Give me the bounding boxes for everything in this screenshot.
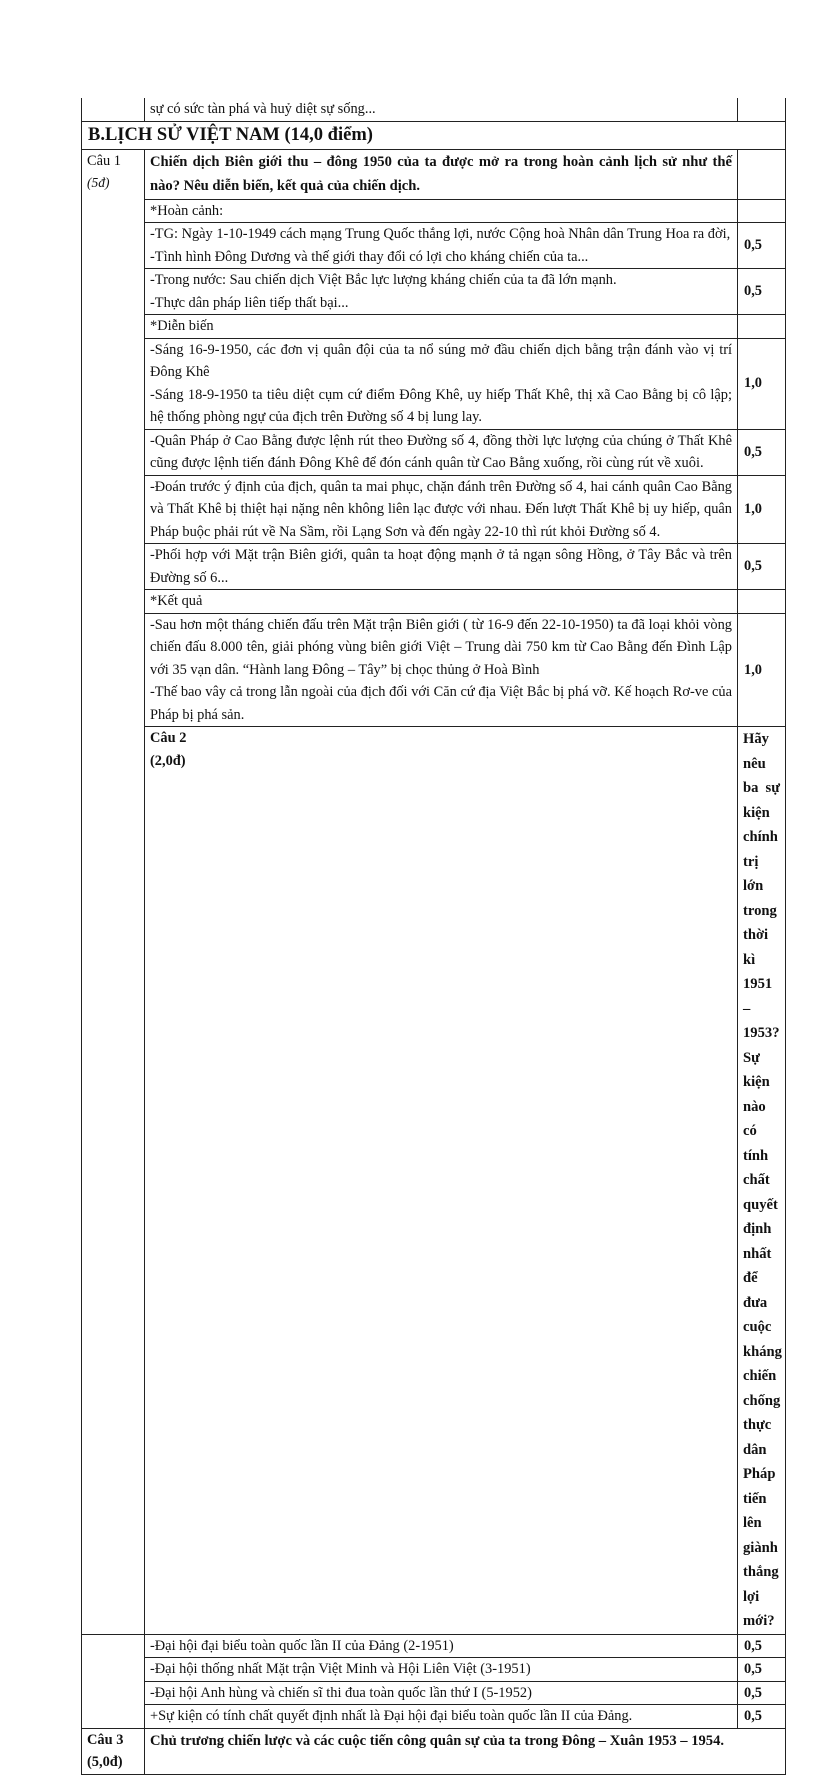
- question-number: Câu 2: [150, 730, 187, 746]
- subheading-dien-bien: *Diễn biến: [145, 315, 738, 339]
- table-row: [82, 475, 786, 544]
- answer-text: -Quân Pháp ở Cao Bằng được lệnh rút theo Đường số 4, đồng thời lực lượng của chúng ở Thất Khê cũng được lệnh tiến đánh Đông Khê để đón cánh quân từ Cao Bằng xuống, rồi cùng rút về xuôi.: [145, 429, 738, 475]
- answer-key-page: [81, 98, 785, 1775]
- table-row: [82, 315, 786, 339]
- question-points: (5,0đ): [87, 1754, 123, 1770]
- answer-text: -Đại hội đại biểu toàn quốc lần II của Đảng (2-1951): [145, 1634, 738, 1658]
- answer-line: -Trong nước: Sau chiến dịch Việt Bắc lực lượng kháng chiến của ta đã lớn mạnh.: [150, 272, 617, 288]
- table-row: [82, 590, 786, 614]
- question-label-cau3: [82, 1728, 145, 1774]
- score-value: 0,5: [738, 1681, 786, 1705]
- question-points: (5đ): [87, 175, 110, 190]
- table-row: [82, 1634, 786, 1658]
- answer-text: -Đoán trước ý định của địch, quân ta mai phục, chặn đánh trên Đường số 4, hai cánh quân Cao Bằng và Thất Khê bị thiệt hại nặng nên không liên lạc được với nhau. Đến lượt Thất Khê bị uy hiếp, quân Pháp buộc phải rút về Na Sầm, rồi Lạng Sơn và đến ngày 22-10 thì rút khỏi Đường số 4.: [145, 475, 738, 544]
- question-label-cau2: [145, 727, 738, 1635]
- score-value: 0,5: [738, 269, 786, 315]
- question-text: Hãy nêu ba sự kiện chính trị lớn trong thời kì 1951 – 1953? Sự kiện nào có tính chất quyết định nhất để đưa cuộc kháng chiến chống thực dân Pháp tiến lên giành thắng lợi mới?: [738, 727, 786, 1635]
- question-text: Chủ trương chiến lược và các cuộc tiến công quân sự của ta trong Đông – Xuân 1953 – 1954.: [145, 1728, 786, 1774]
- score-value: 0,5: [738, 1705, 786, 1729]
- answer-line: -Tình hình Đông Dương và thế giới thay đổi có lợi cho kháng chiến của ta...: [150, 248, 589, 265]
- table-row: [82, 613, 786, 727]
- continuation-text: sự có sức tàn phá và huỷ diệt sự sống...: [145, 98, 738, 121]
- score-value: 0,5: [738, 1658, 786, 1682]
- question-number: Câu 3: [87, 1731, 124, 1748]
- table-row: [82, 727, 786, 1635]
- score-value: 0,5: [738, 544, 786, 590]
- table-row: [82, 338, 786, 429]
- table-row: [82, 269, 786, 315]
- question-number: Câu 1: [87, 152, 121, 169]
- table-row: [82, 429, 786, 475]
- table-row: [82, 149, 786, 199]
- answer-line: -Thực dân pháp liên tiếp thất bại...: [150, 294, 349, 311]
- table-row: [82, 121, 786, 149]
- question-text: Chiến dịch Biên giới thu – đông 1950 của ta được mở ra trong hoàn cảnh lịch sử như thế nào? Nêu diễn biến, kết quả của chiến dịch.: [145, 149, 738, 199]
- score-value: 1,0: [738, 338, 786, 429]
- score-value: 1,0: [738, 613, 786, 727]
- answer-line: -TG: Ngày 1-10-1949 cách mạng Trung Quốc thắng lợi, nước Cộng hoà Nhân dân Trung Hoa ra đời,: [150, 226, 731, 242]
- answer-text: [145, 269, 738, 315]
- question-label-cau1: [82, 149, 145, 1634]
- answer-key-table: [81, 98, 786, 1775]
- table-row: [82, 1681, 786, 1705]
- subheading-hoan-canh: *Hoàn cảnh:: [145, 199, 738, 223]
- answer-line: -Sáng 16-9-1950, các đơn vị quân đội của ta nổ súng mở đầu chiến dịch bằng trận đánh vào vị trí Đông Khê: [150, 341, 732, 380]
- section-title: B.LỊCH SỬ VIỆT NAM (14,0 điểm): [82, 121, 786, 149]
- table-row: [82, 223, 786, 269]
- question-points: (2,0đ): [150, 752, 186, 769]
- table-row: [82, 98, 786, 121]
- table-row: [82, 1658, 786, 1682]
- score-value: 0,5: [738, 223, 786, 269]
- answer-text: -Đại hội thống nhất Mặt trận Việt Minh và Hội Liên Việt (3-1951): [145, 1658, 738, 1682]
- answer-text: [145, 223, 738, 269]
- answer-line: -Thế bao vây cả trong lẫn ngoài của địch đối với Căn cứ địa Việt Bắc bị phá vỡ. Kế hoạch Rơ-ve của Pháp bị phá sản.: [150, 684, 732, 723]
- score-value: 0,5: [738, 1634, 786, 1658]
- table-row: [82, 544, 786, 590]
- score-value: 0,5: [738, 429, 786, 475]
- table-row: [82, 1728, 786, 1774]
- subheading-ket-qua: *Kết quả: [145, 590, 738, 614]
- answer-line: -Sáng 18-9-1950 ta tiêu diệt cụm cứ điểm Đông Khê, uy hiếp Thất Khê, thị xã Cao Bằng bị cô lập; hệ thống phòng ngự của địch trên Đường số 4 bị lung lay.: [150, 386, 732, 425]
- answer-text: [145, 613, 738, 727]
- table-row: [82, 199, 786, 223]
- answer-text: -Phối hợp với Mặt trận Biên giới, quân ta hoạt động mạnh ở tả ngạn sông Hồng, ở Tây Bắc và trên Đường số 6...: [145, 544, 738, 590]
- answer-text: -Đại hội Anh hùng và chiến sĩ thi đua toàn quốc lần thứ I (5-1952): [145, 1681, 738, 1705]
- answer-line: -Sau hơn một tháng chiến đấu trên Mặt trận Biên giới ( từ 16-9 đến 22-10-1950) ta đã loại khỏi vòng chiến đấu 8.000 tên, giải phóng vùng biên giới Việt – Trung dài 750 km từ Cao Bằng đến Đình Lập với 35 vạn dân. “Hành lang Đông – Tây” bị chọc thủng ở Hoà Bình: [150, 616, 732, 678]
- table-row: [82, 1705, 786, 1729]
- answer-text: +Sự kiện có tính chất quyết định nhất là Đại hội đại biểu toàn quốc lần II của Đảng.: [145, 1705, 738, 1729]
- score-value: 1,0: [738, 475, 786, 544]
- answer-text: [145, 338, 738, 429]
